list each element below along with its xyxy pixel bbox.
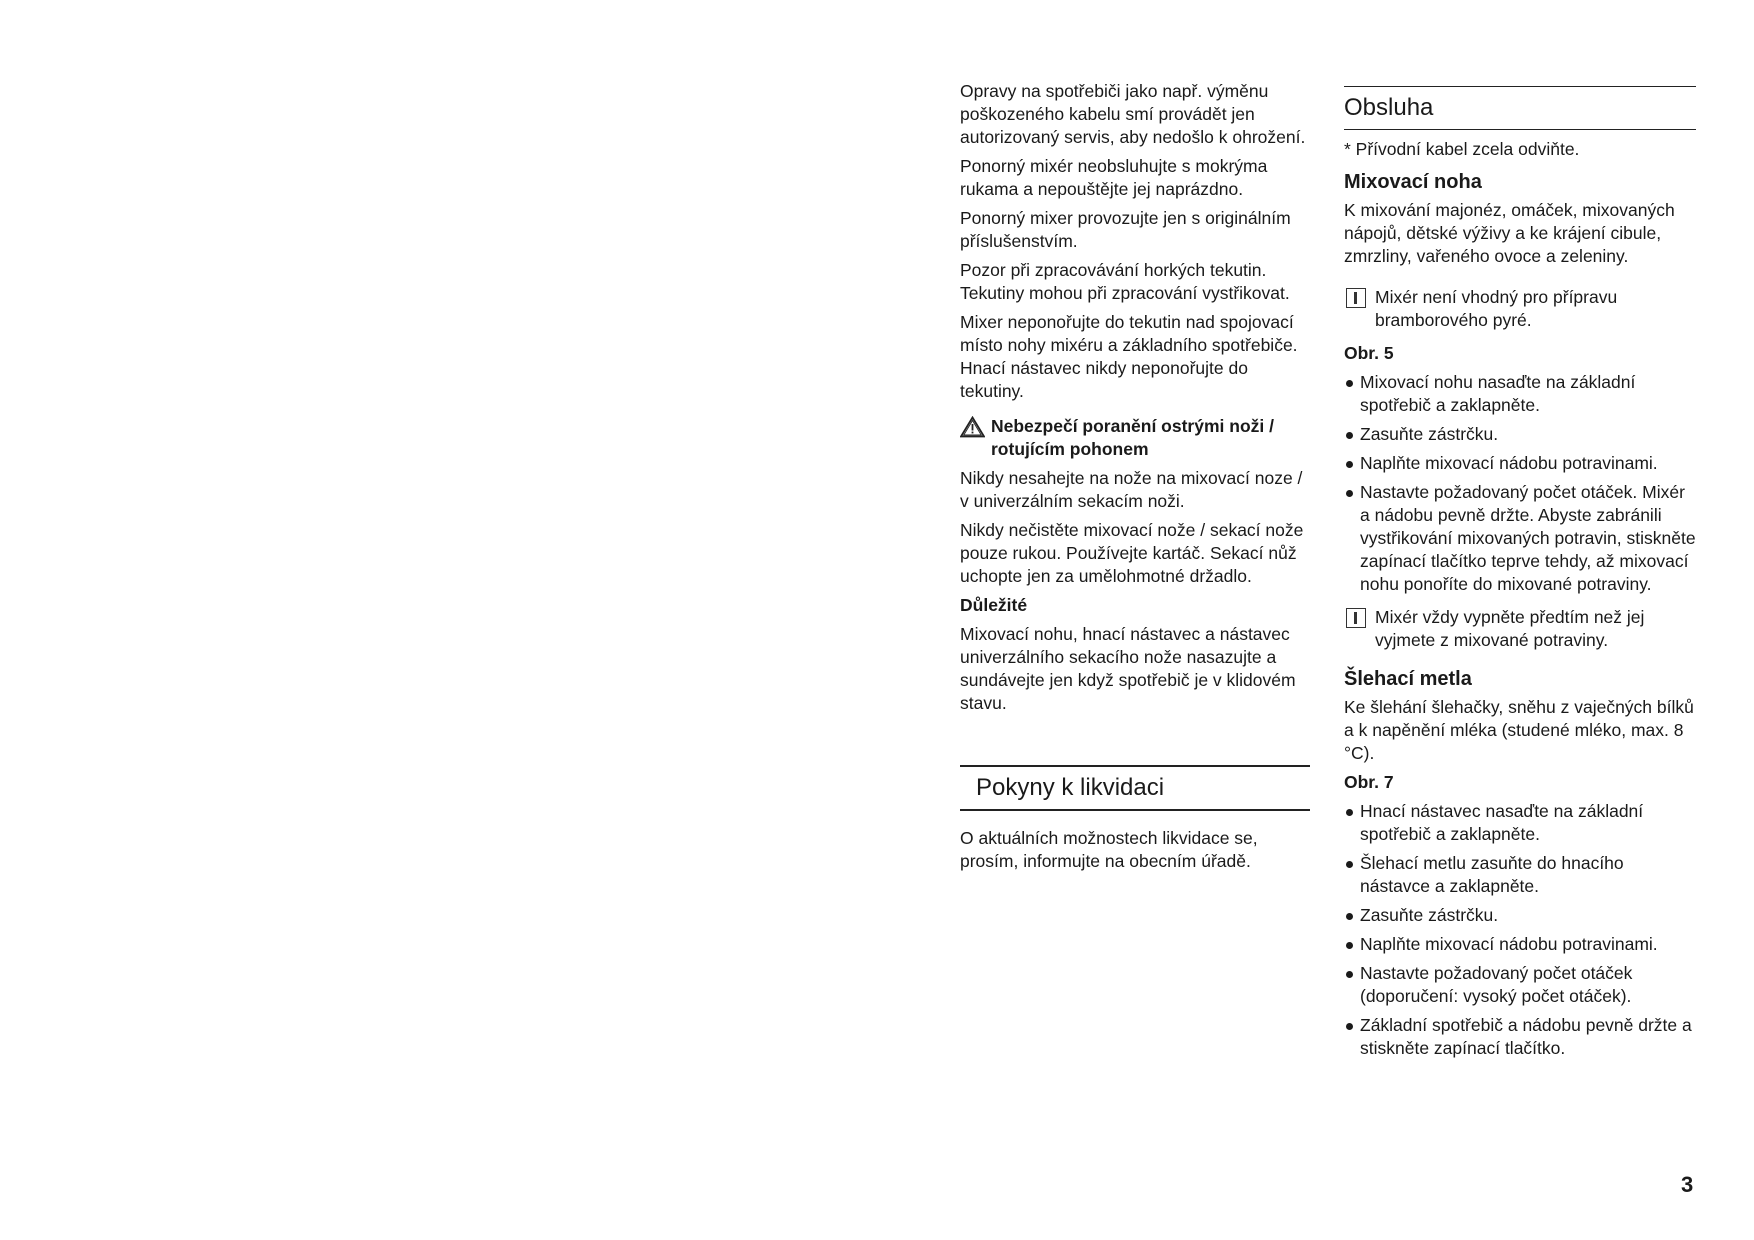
mixing-leg-text: K mixování majonéz, omáček, mixovaných nápojů, dětské výživy a ke krájení cibule, zmrzliny, vařeného ovoce a zeleniny. xyxy=(1344,200,1675,266)
paragraph: Pozor při zpracovávání horkých tekutin. Tekutiny mohou při zpracování vystřikovat. xyxy=(960,260,1290,303)
warning-triangle-icon xyxy=(960,416,985,438)
list-item: Zasuňte zástrčku. xyxy=(1344,423,1696,446)
figure-reference: Obr. 5 xyxy=(1344,343,1394,363)
mixing-leg-heading: Mixovací noha xyxy=(1344,171,1482,193)
right-column xyxy=(1344,80,1696,1066)
list-item: Naplňte mixovací nádobu potravinami. xyxy=(1344,933,1696,956)
list-item: Mixovací nohu nasaďte na základní spotřebič a zaklapněte. xyxy=(1344,371,1696,417)
paragraph: Nikdy nečistěte mixovací nože / sekací nože pouze rukou. Používejte kartáč. Sekací nůž uchopte jen za umělohmotné držadlo. xyxy=(960,520,1304,586)
important-text: Mixovací nohu, hnací nástavec a nástavec univerzálního sekacího nože nasazujte a sundávejte jen když spotřebič je v klidovém stavu. xyxy=(960,624,1296,713)
paragraph: Opravy na spotřebiči jako např. výměnu poškozeného kabelu smí provádět jen autorizovaný servis, aby nedošlo k ohrožení. xyxy=(960,81,1306,147)
page-number: 3 xyxy=(1681,1172,1694,1197)
warning-block xyxy=(960,415,1310,461)
list-item: Nastavte požadovaný počet otáček (doporučení: vysoký počet otáček). xyxy=(1344,962,1696,1008)
disposal-text: O aktuálních možnostech likvidace se, prosím, informujte na obecním úřadě. xyxy=(960,828,1258,871)
info-icon xyxy=(1346,608,1366,628)
list-item: Základní spotřebič a nádobu pevně držte a stiskněte zapínací tlačítko. xyxy=(1344,1014,1696,1060)
list-item: Hnací nástavec nasaďte na základní spotřebič a zaklapněte. xyxy=(1344,800,1696,846)
list-item: Zasuňte zástrčku. xyxy=(1344,904,1696,927)
list-item: Naplňte mixovací nádobu potravinami. xyxy=(1344,452,1696,475)
paragraph: Mixer neponořujte do tekutin nad spojovací místo nohy mixéru a základního spotřebiče. Hnací nástavec nikdy neponořujte do tekutiny. xyxy=(960,312,1298,401)
paragraph: Nikdy nesahejte na nože na mixovací noze / v univerzálním sekacím noži. xyxy=(960,468,1303,511)
info-icon xyxy=(1346,288,1366,308)
list-item: Nastavte požadovaný počet otáček. Mixér a nádobu pevně držte. Abyste zabránili vystřikování mixovaných potravin, stiskněte zapínací tlačítko teprve tehdy, až mixovací nohu ponoříte do mixované potraviny. xyxy=(1344,481,1696,596)
paragraph: Ponorný mixér neobsluhujte s mokrýma rukama a nepouštějte jej naprázdno. xyxy=(960,156,1268,199)
list-item: Šlehací metlu zasuňte do hnacího nástavce a zaklapněte. xyxy=(1344,852,1696,898)
intro-text: * Přívodní kabel zcela odviňte. xyxy=(1344,139,1580,159)
whisk-text: Ke šlehání šlehačky, sněhu z vaječných bílků a k napěnění mléka (studené mléko, max. 8 °C). xyxy=(1344,697,1694,763)
operation-heading: Obsluha xyxy=(1344,86,1696,130)
info-note xyxy=(1344,286,1696,332)
info-note xyxy=(1344,606,1696,652)
whisk-heading: Šlehací metla xyxy=(1344,668,1472,690)
mixing-leg-steps xyxy=(1344,371,1696,596)
info-note-text: Mixér vždy vypněte předtím než jej vyjmete z mixované potraviny. xyxy=(1375,607,1645,650)
important-label: Důležité xyxy=(960,595,1028,615)
disposal-heading: Pokyny k likvidaci xyxy=(960,765,1310,811)
warning-title: Nebezpečí poranění ostrými noži / rotujícím pohonem xyxy=(991,416,1274,459)
paragraph: Ponorný mixer provozujte jen s originálním příslušenstvím. xyxy=(960,208,1291,251)
left-column xyxy=(960,80,1310,879)
whisk-steps xyxy=(1344,800,1696,1060)
info-note-text: Mixér není vhodný pro přípravu bramborového pyré. xyxy=(1375,287,1618,330)
figure-reference: Obr. 7 xyxy=(1344,772,1394,792)
